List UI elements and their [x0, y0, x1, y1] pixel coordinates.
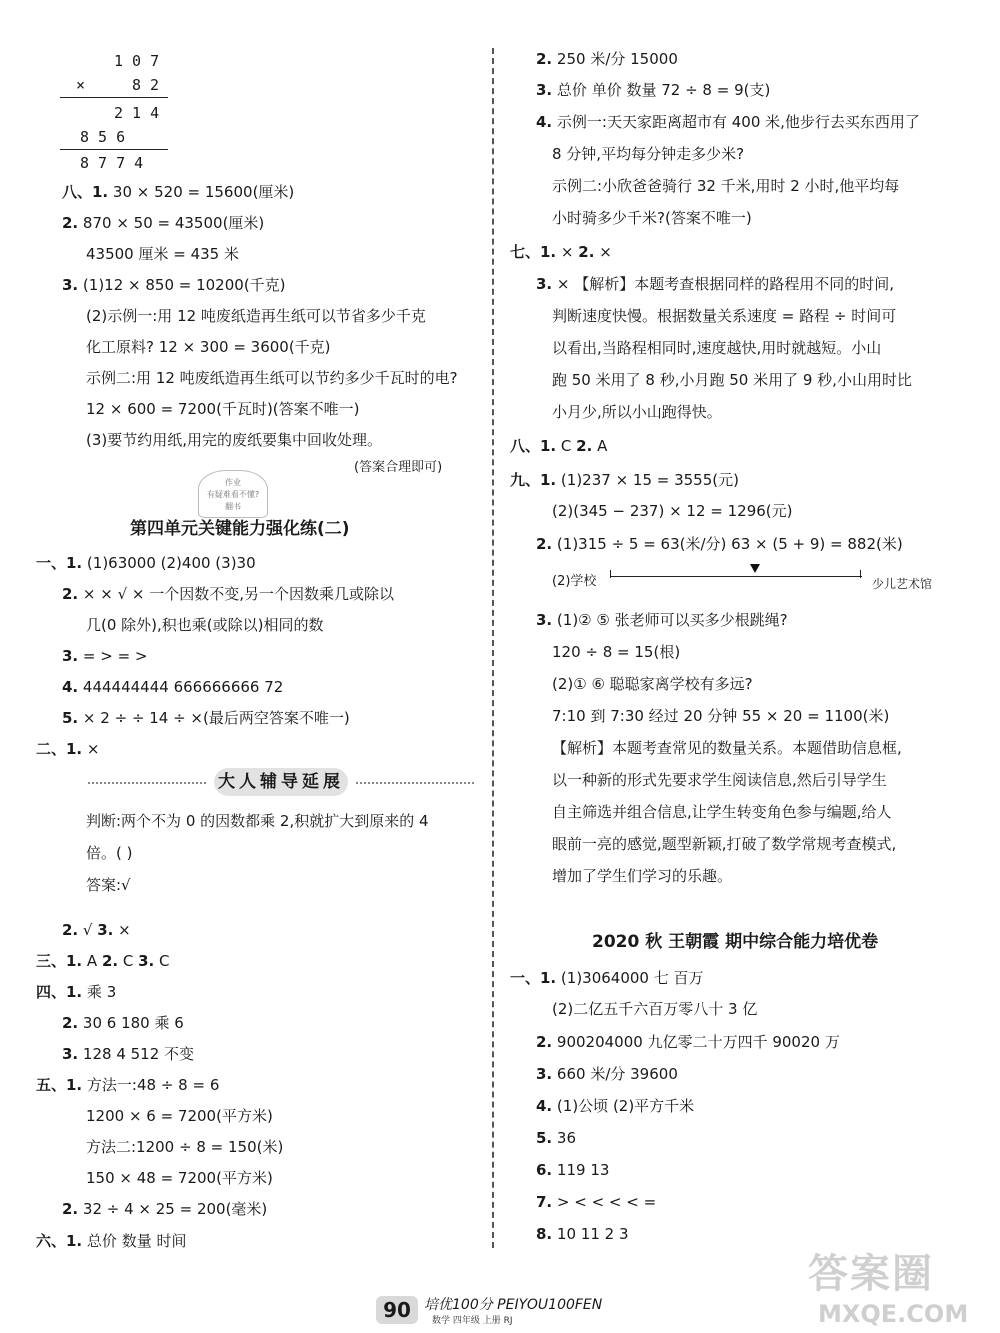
answer-line: 示例二:用 12 吨废纸造再生纸可以节约多少千瓦时的电? — [86, 369, 458, 387]
analysis-text: 【解析】本题考查常见的数量关系。本题借助信息框, — [552, 739, 902, 757]
answer-line: 7:10 到 7:30 经过 20 分钟 55 × 20 = 1100(米) — [552, 707, 890, 725]
answer-line: 二、1. × — [36, 740, 100, 758]
answer-line: 6. 119 13 — [536, 1161, 610, 1179]
section-title: 第四单元关键能力强化练(二) — [130, 519, 350, 539]
answer-line: 小月少,所以小山跑得快。 — [552, 403, 722, 421]
answer-line: 1200 × 6 = 7200(平方米) — [86, 1107, 273, 1125]
answer-line: 一、1. (1)3064000 七 百万 — [510, 969, 704, 987]
banner-label: 大人辅导延展 — [214, 768, 348, 796]
answer-line: 七、1. × 2. × — [510, 243, 612, 261]
answer-line: (2)示例一:用 12 吨废纸造再生纸可以节省多少千克 — [86, 307, 426, 325]
answer-line: 以看出,当路程相同时,速度越快,用时就越短。小山 — [552, 339, 882, 357]
home-marker-icon — [750, 564, 760, 573]
answer-line: 2. 900204000 九亿零二十万四千 90020 万 — [536, 1033, 840, 1051]
banner-rule-left — [88, 782, 206, 784]
answer-line: 2. × × √ × 一个因数不变,另一个因数乘几或除以 — [62, 585, 395, 603]
answer-line: 2. (1)315 ÷ 5 = 63(米/分) 63 × (5 + 9) = 882(米) — [536, 535, 903, 553]
extension-answer: 答案:√ — [86, 876, 131, 894]
answer-line: 3. 660 米/分 39600 — [536, 1065, 678, 1083]
answer-line: 化工原料? 12 × 300 = 3600(千克) — [86, 338, 331, 356]
answer-line: 八、1. 30 × 520 = 15600(厘米) — [62, 183, 295, 201]
banner-rule-right — [356, 782, 474, 784]
number-line-tick-start — [610, 570, 611, 578]
answer-line: 8. 10 11 2 3 — [536, 1225, 629, 1243]
analysis-text: 眼前一亮的感觉,题型新颖,打破了数学常规考查模式, — [552, 835, 897, 853]
answer-note: (答案合理即可) — [354, 460, 443, 475]
answer-line: 3. 总价 单价 数量 72 ÷ 8 = 9(支) — [536, 81, 771, 99]
answer-line: 示例二:小欣爸爸骑行 32 千米,用时 2 小时,他平均每 — [552, 177, 900, 195]
vm-multiplier: 8 2 — [132, 76, 160, 94]
answer-line: (2)① ⑥ 聪聪家离学校有多远? — [552, 675, 753, 693]
answer-line: 43500 厘米 = 435 米 — [86, 245, 239, 263]
vertical-multiplication — [60, 48, 170, 173]
extension-banner — [88, 768, 473, 798]
number-line-start-label: (2)学校 — [552, 574, 597, 589]
answer-line: 3. × 【解析】本题考查根据同样的路程用不同的时间, — [536, 275, 895, 293]
answer-line: 判断速度快慢。根据数量关系速度 = 路程 ÷ 时间可 — [552, 307, 897, 325]
answer-line: 九、1. (1)237 × 15 = 3555(元) — [510, 471, 739, 489]
answer-line: 2. 32 ÷ 4 × 25 = 200(毫米) — [62, 1200, 268, 1218]
answer-line: 4. (1)公顷 (2)平方千米 — [536, 1097, 695, 1115]
vm-rule-2 — [60, 149, 168, 150]
answer-line: (2)二亿五千六百万零八十 3 亿 — [552, 1000, 758, 1018]
analysis-text: 以一种新的形式先要求学生阅读信息,然后引导学生 — [552, 771, 887, 789]
answer-line: 3. 128 4 512 不变 — [62, 1045, 195, 1063]
number-line — [610, 570, 862, 584]
exam-title: 2020 秋 王朝霞 期中综合能力培优卷 — [592, 932, 879, 952]
answer-line: (2)(345 − 237) × 12 = 1296(元) — [552, 502, 793, 520]
vm-product: 8 7 7 4 — [80, 154, 144, 172]
answer-line: 八、1. C 2. A — [510, 437, 608, 455]
extension-text: 判断:两个不为 0 的因数都乘 2,积就扩大到原来的 4 — [86, 812, 429, 830]
answer-line: 一、1. (1)63000 (2)400 (3)30 — [36, 554, 256, 572]
answer-line: 3. (1)12 × 850 = 10200(千克) — [62, 276, 286, 294]
answer-line: 120 ÷ 8 = 15(根) — [552, 643, 681, 661]
answer-line: 四、1. 乘 3 — [36, 983, 117, 1001]
vm-partial-1: 2 1 4 — [114, 104, 160, 122]
extension-text: 倍。( ) — [86, 844, 133, 862]
vm-partial-2: 8 5 6 — [80, 128, 126, 146]
answer-line: 12 × 600 = 7200(千瓦时)(答案不唯一) — [86, 400, 360, 418]
watermark-url: MXQE.COM — [818, 1300, 969, 1328]
analysis-text: 自主筛选并组合信息,让学生转变角色参与编题,给人 — [552, 803, 892, 821]
book-info: 数学 四年级 上册 RJ — [432, 1316, 513, 1326]
page-number: 90 — [376, 1296, 418, 1324]
answer-line: 2. 870 × 50 = 43500(厘米) — [62, 214, 265, 232]
answer-line: 4. 示例一:天天家距离超市有 400 米,他步行去买东西用了 — [536, 113, 920, 131]
answer-line: 3. = > = > — [62, 647, 148, 665]
homework-stamp: 作业 有疑难看不懂? 翻书 — [198, 470, 268, 518]
answer-line: 7. > < < < < = — [536, 1193, 657, 1211]
vm-operator: × — [76, 76, 86, 94]
answer-line: 2. 250 米/分 15000 — [536, 50, 678, 68]
brand-logo: 培优100分 PEIYOU100FEN — [424, 1297, 603, 1313]
answer-line: 跑 50 米用了 8 秒,小月跑 50 米用了 9 秒,小山用时比 — [552, 371, 912, 389]
vm-rule-1 — [60, 97, 168, 98]
answer-line: 小时骑多少千米?(答案不唯一) — [552, 209, 752, 227]
vm-multiplicand: 1 0 7 — [114, 52, 160, 70]
watermark — [808, 1242, 988, 1328]
analysis-text: 增加了学生们学习的乐趣。 — [552, 867, 733, 885]
answer-line: 5. × 2 ÷ ÷ 14 ÷ ×(最后两空答案不唯一) — [62, 709, 350, 727]
answer-line: 3. (1)② ⑤ 张老师可以买多少根跳绳? — [536, 611, 788, 629]
answer-line: 2. √ 3. × — [62, 921, 131, 939]
answer-line: 5. 36 — [536, 1129, 577, 1147]
answer-line: 六、1. 总价 数量 时间 — [36, 1232, 187, 1250]
answer-line: 方法二:1200 ÷ 8 = 150(米) — [86, 1138, 284, 1156]
number-line-end-label: 少儿艺术馆 — [872, 577, 933, 591]
answer-line: (3)要节约用纸,用完的废纸要集中回收处理。 — [86, 431, 383, 449]
answer-line: 三、1. A 2. C 3. C — [36, 952, 170, 970]
column-divider — [492, 48, 494, 1248]
watermark-logo: 答案圈 — [808, 1251, 934, 1297]
number-line-bar — [610, 576, 862, 577]
answer-line: 4. 444444444 666666666 72 — [62, 678, 284, 696]
answer-line: 五、1. 方法一:48 ÷ 8 = 6 — [36, 1076, 220, 1094]
answer-line: 8 分钟,平均每分钟走多少米? — [552, 145, 745, 163]
answer-line: 2. 30 6 180 乘 6 — [62, 1014, 184, 1032]
answer-line: 150 × 48 = 7200(平方米) — [86, 1169, 273, 1187]
number-line-tick-end — [860, 570, 861, 578]
answer-line: 几(0 除外),积也乘(或除以)相同的数 — [86, 616, 324, 634]
